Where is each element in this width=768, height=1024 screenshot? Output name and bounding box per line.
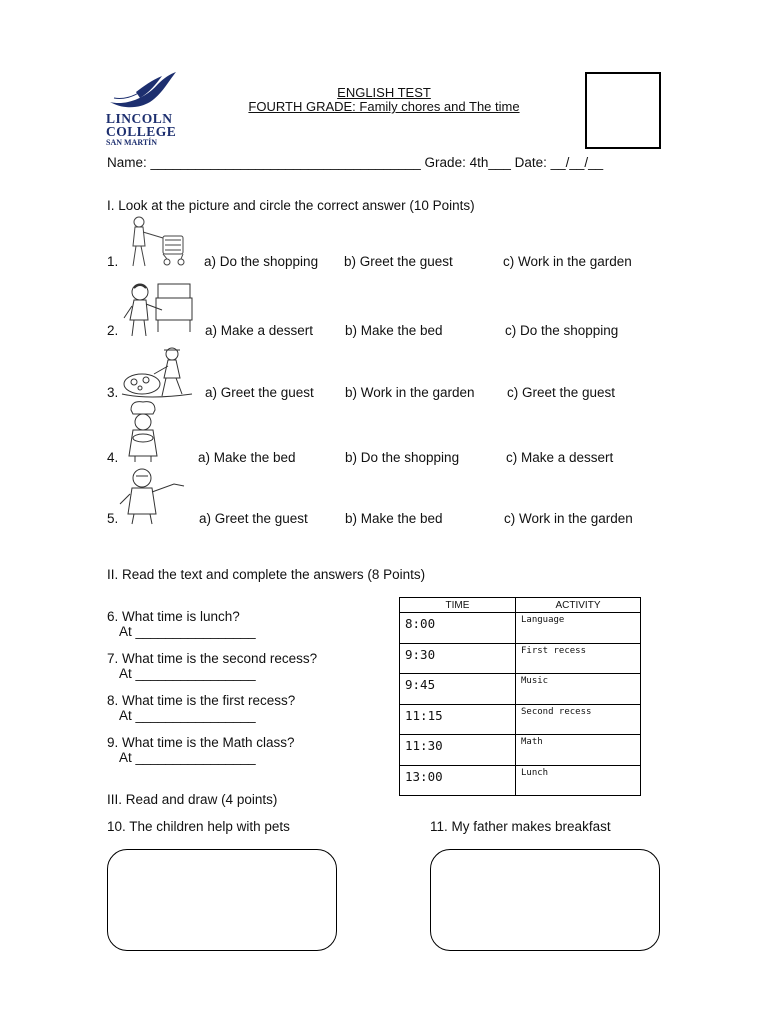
- section3-heading: III. Read and draw (4 points): [107, 792, 278, 807]
- option-b[interactable]: b) Greet the guest: [344, 254, 453, 269]
- question-number: 3.: [107, 385, 119, 400]
- option-a[interactable]: a) Greet the guest: [205, 385, 314, 400]
- activity-cell: Music: [516, 674, 641, 705]
- schedule-table: [399, 597, 641, 796]
- question-number: 2.: [107, 323, 119, 338]
- activity-header: ACTIVITY: [516, 598, 641, 613]
- question-number: 4.: [107, 450, 119, 465]
- test-subtitle: FOURTH GRADE: Family chores and The time: [248, 99, 520, 114]
- table-row: [400, 674, 641, 705]
- time-cell: 13:00: [400, 765, 516, 796]
- drawing-box-10[interactable]: [107, 849, 337, 951]
- option-a[interactable]: a) Greet the guest: [199, 511, 308, 526]
- answer-7-field[interactable]: At ________________: [119, 666, 256, 681]
- table-row: [400, 735, 641, 766]
- shopping-figure-image: [127, 214, 189, 269]
- logo-text-line2: COLLEGE: [106, 124, 177, 139]
- option-c[interactable]: c) Make a dessert: [506, 450, 614, 465]
- activity-cell: Second recess: [516, 704, 641, 735]
- option-a[interactable]: a) Do the shopping: [204, 254, 319, 269]
- time-cell: 8:00: [400, 613, 516, 644]
- answer-8-field[interactable]: At ________________: [119, 708, 256, 723]
- activity-cell: First recess: [516, 643, 641, 674]
- answer-9-field[interactable]: At ________________: [119, 750, 256, 765]
- drawing-box-11[interactable]: [430, 849, 660, 951]
- time-cell: 11:15: [400, 704, 516, 735]
- time-header: TIME: [400, 598, 516, 613]
- table-row: [400, 704, 641, 735]
- option-b[interactable]: b) Work in the garden: [345, 385, 475, 400]
- gardening-figure-image: [118, 344, 198, 402]
- time-cell: 9:45: [400, 674, 516, 705]
- logo-text-line3: SAN MARTÍN: [106, 138, 158, 147]
- table-row: [400, 765, 641, 796]
- question-number: 5.: [107, 511, 119, 526]
- option-b[interactable]: b) Make the bed: [345, 323, 443, 338]
- table-header-row: [400, 598, 641, 613]
- activity-cell: Lunch: [516, 765, 641, 796]
- question-8-text: 8. What time is the first recess?: [107, 693, 296, 708]
- activity-cell: Language: [516, 613, 641, 644]
- option-c[interactable]: c) Greet the guest: [507, 385, 616, 400]
- activity-cell: Math: [516, 735, 641, 766]
- photo-box: [585, 72, 661, 149]
- option-a[interactable]: a) Make a dessert: [205, 323, 314, 338]
- make-bed-figure-image: [120, 280, 194, 338]
- option-c[interactable]: c) Work in the garden: [503, 254, 632, 269]
- option-c[interactable]: c) Do the shopping: [505, 323, 619, 338]
- draw-item-11-label: 11. My father makes breakfast: [430, 819, 611, 834]
- question-6-text: 6. What time is lunch?: [107, 609, 240, 624]
- section2-heading: II. Read the text and complete the answers (8 Points): [107, 567, 426, 582]
- answer-6-field[interactable]: At ________________: [119, 624, 256, 639]
- time-cell: 11:30: [400, 735, 516, 766]
- chef-figure-image: [121, 400, 167, 464]
- greeting-figure-image: [118, 466, 190, 526]
- option-a[interactable]: a) Make the bed: [198, 450, 296, 465]
- option-b[interactable]: b) Do the shopping: [345, 450, 460, 465]
- option-b[interactable]: b) Make the bed: [345, 511, 443, 526]
- draw-item-10-label: 10. The children help with pets: [107, 819, 290, 834]
- option-c[interactable]: c) Work in the garden: [504, 511, 633, 526]
- table-row: [400, 613, 641, 644]
- test-title: ENGLISH TEST: [337, 85, 431, 100]
- question-9-text: 9. What time is the Math class?: [107, 735, 295, 750]
- logo-text-line1: LINCOLN: [106, 111, 173, 126]
- question-7-text: 7. What time is the second recess?: [107, 651, 318, 666]
- name-line[interactable]: Name: ____________________________________ Grade: 4th___ Date: __/__/__: [107, 155, 604, 170]
- section1-heading: I. Look at the picture and circle the correct answer (10 Points): [107, 198, 475, 213]
- table-row: [400, 643, 641, 674]
- time-cell: 9:30: [400, 643, 516, 674]
- question-number: 1.: [107, 254, 119, 269]
